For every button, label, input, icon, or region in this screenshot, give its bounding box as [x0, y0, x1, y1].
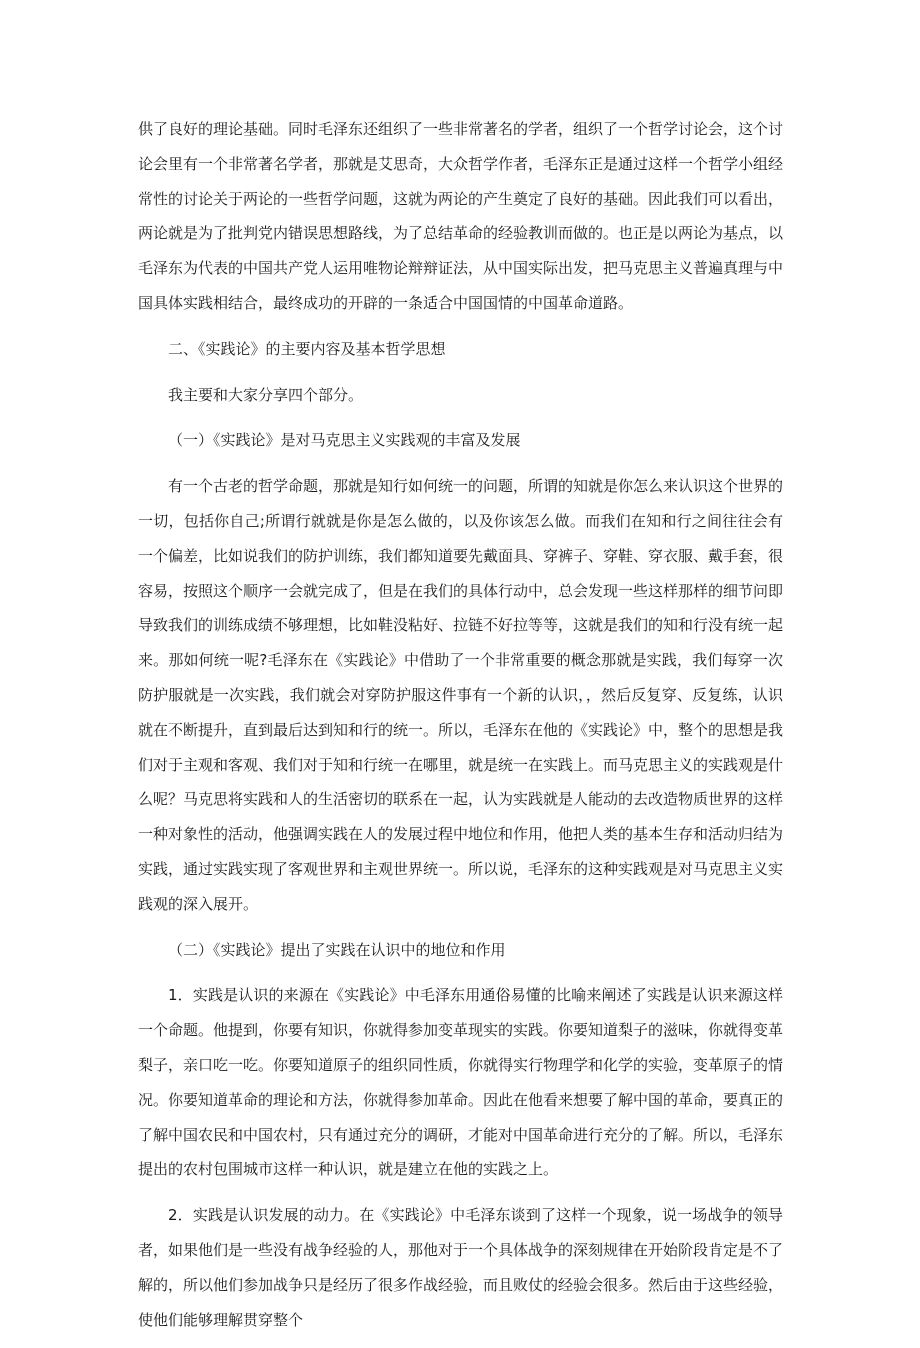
- paragraph-knowledge-action: 有一个古老的哲学命题，那就是知行如何统一的问题，所谓的知就是你怎么来认识这个世界的一切，包括你自己;所谓行就就是你是怎么做的，以及你该怎么做。而我们在知和行之间往往会有一个偏差，比如说我们的防护训练，我们都知道要先戴面具、穿裤子、穿鞋、穿衣服、戴手套，很容易，按照这个顺序一会就完成了，但是在我们的具体行动中，总会发现一些这样那样的细节问即导致我们的训练成绩不够理想，比如鞋没粘好、拉链不好拉等等，这就是我们的知和行没有统一起来。那如何统一呢?毛泽东在《实践论》中借助了一个非常重要的概念那就是实践，我们每穿一次防护服就是一次实践，我们就会对穿防护服这件事有一个新的认识，，然后反复穿、反复练，认识就在不断提升，直到最后达到知和行的统一。所以，毛泽东在他的《实践论》中，整个的思想是我们对于主观和客观、我们对于知和行统一在哪里，就是统一在实践上。而马克思主义的实践观是什么呢？马克思将实践和人的生活密切的联系在一起，认为实践就是人能动的去改造物质世界的这样一种对象性的活动，他强调实践在人的发展过程中地位和作用，他把人类的基本生存和活动归结为实践，通过实践实现了客观世界和主观世界统一。所以说，毛泽东的这种实践观是对马克思主义实践观的深入展开。: [138, 477, 784, 913]
- paragraph-intro: 我主要和大家分享四个部分。: [168, 385, 364, 404]
- paragraph-continuation: 供了良好的理论基础。同时毛泽东还组织了一些非常著名的学者，组织了一个哲学讨论会，这个讨论会里有一个非常著名学者，那就是艾思奇，大众哲学作者，毛泽东正是通过这样一个哲学小组经常性的讨论关于两论的一些哲学问题，这就为两论的产生奠定了良好的基础。因此我们可以看出，两论就是为了批判党内错误思想路线，为了总结革命的经验教训而做的。也正是以两论为基点，以毛泽东为代表的中国共产党人运用唯物论辩辩证法，从中国实际出发，把马克思主义普遍真理与中国具体实践相结合，最终成功的开辟的一条适合中国国情的中国革命道路。: [138, 120, 784, 312]
- paragraph-point-1: 1．实践是认识的来源在《实践论》中毛泽东用通俗易懂的比喻来阐述了实践是认识来源这样一个命题。他提到，你要有知识，你就得参加变革现实的实践。你要知道梨子的滋味，你就得变革梨子，亲口吃一吃。你要知道原子的组织同性质，你就得实行物理学和化学的实验，变革原子的情况。你要知道革命的理论和方法，你就得参加革命。因此在他看来想要了解中国的革命，要真正的了解中国农民和中国农村，只有通过充分的调研，才能对中国革命进行充分的了解。所以，毛泽东提出的农村包围城市这样一种认识，就是建立在他的实践之上。: [138, 986, 784, 1179]
- subsection-heading-1: （一）《实践论》是对马克思主义实践观的丰富及发展: [168, 431, 521, 450]
- subsection-heading-2: （二）《实践论》提出了实践在认识中的地位和作用: [168, 940, 506, 959]
- document-body: [138, 112, 783, 1348]
- section-heading: 二、《实践论》的主要内容及基本哲学思想: [168, 339, 446, 358]
- paragraph-point-2: 2．实践是认识发展的动力。在《实践论》中毛泽东谈到了这样一个现象，说一场战争的领导者，如果他们是一些没有战争经验的人，那他对于一个具体战争的深刻规律在开始阶段肯定是不了解的，所以他们参加战争只是经历了很多作战经验，而且败仗的经验会很多。然后由于这些经验，使他们能够理解贯穿整个: [138, 1206, 784, 1329]
